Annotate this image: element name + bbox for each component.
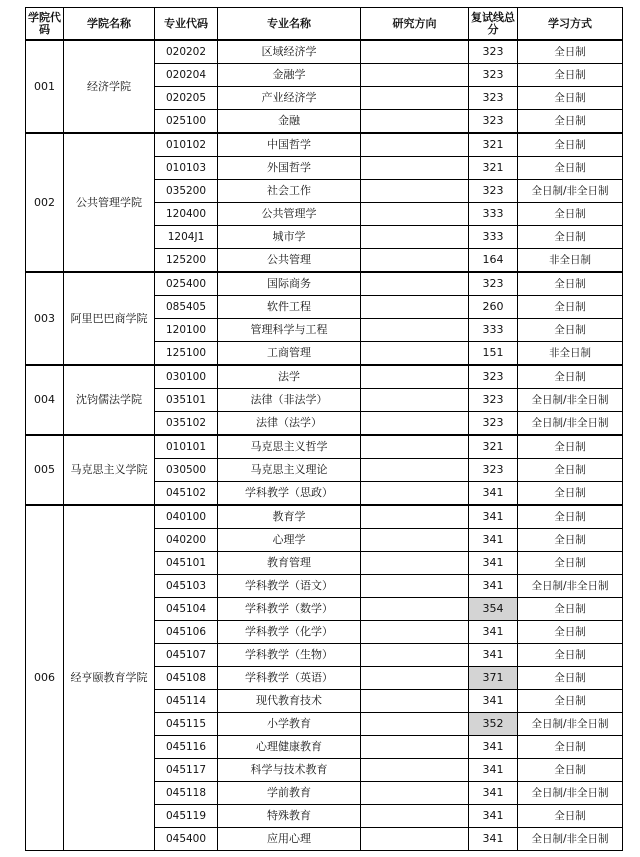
study-mode-cell: 全日制: [518, 272, 623, 296]
direction-cell: [361, 226, 469, 249]
score-cell: 341: [469, 736, 518, 759]
major-code-cell: 120400: [155, 203, 218, 226]
direction-cell: [361, 759, 469, 782]
score-cell: 323: [469, 40, 518, 64]
table-body: [26, 40, 623, 851]
study-mode-cell: 全日制: [518, 87, 623, 110]
major-code-cell: 035200: [155, 180, 218, 203]
direction-cell: [361, 713, 469, 736]
direction-cell: [361, 505, 469, 529]
table-row: [26, 435, 623, 459]
study-mode-cell: 全日制: [518, 505, 623, 529]
score-cell: 323: [469, 87, 518, 110]
major-name-cell: 国际商务: [218, 272, 361, 296]
score-cell: 341: [469, 782, 518, 805]
study-mode-cell: 全日制: [518, 203, 623, 226]
college-name-cell: 沈钧儒法学院: [64, 365, 155, 435]
major-name-cell: 应用心理: [218, 828, 361, 851]
score-cell: 341: [469, 529, 518, 552]
study-mode-cell: 全日制: [518, 690, 623, 713]
college-name-cell: 公共管理学院: [64, 133, 155, 272]
major-code-cell: 025400: [155, 272, 218, 296]
direction-cell: [361, 87, 469, 110]
major-code-cell: 045115: [155, 713, 218, 736]
direction-cell: [361, 667, 469, 690]
direction-cell: [361, 482, 469, 506]
college-code-cell: 006: [26, 505, 64, 851]
study-mode-cell: 全日制/非全日制: [518, 713, 623, 736]
header-major-code: 专业代码: [155, 8, 218, 41]
major-name-cell: 学科教学（化学）: [218, 621, 361, 644]
study-mode-cell: 全日制: [518, 598, 623, 621]
study-mode-cell: 全日制/非全日制: [518, 828, 623, 851]
score-cell: 333: [469, 203, 518, 226]
direction-cell: [361, 272, 469, 296]
direction-cell: [361, 64, 469, 87]
major-code-cell: 045101: [155, 552, 218, 575]
table-row: [26, 40, 623, 64]
study-mode-cell: 非全日制: [518, 342, 623, 366]
major-code-cell: 035101: [155, 389, 218, 412]
study-mode-cell: 全日制: [518, 529, 623, 552]
score-cell: 341: [469, 805, 518, 828]
study-mode-cell: 全日制: [518, 667, 623, 690]
score-cell: 323: [469, 110, 518, 134]
major-code-cell: 045107: [155, 644, 218, 667]
major-name-cell: 公共管理: [218, 249, 361, 273]
direction-cell: [361, 552, 469, 575]
study-mode-cell: 全日制: [518, 644, 623, 667]
header-major-name: 专业名称: [218, 8, 361, 41]
major-name-cell: 学科教学（思政）: [218, 482, 361, 506]
major-name-cell: 心理健康教育: [218, 736, 361, 759]
major-name-cell: 法学: [218, 365, 361, 389]
major-name-cell: 产业经济学: [218, 87, 361, 110]
study-mode-cell: 全日制: [518, 133, 623, 157]
college-code-cell: 001: [26, 40, 64, 133]
direction-cell: [361, 389, 469, 412]
major-code-cell: 120100: [155, 319, 218, 342]
major-name-cell: 金融学: [218, 64, 361, 87]
direction-cell: [361, 203, 469, 226]
major-code-cell: 025100: [155, 110, 218, 134]
score-cell: 323: [469, 365, 518, 389]
score-cell: 321: [469, 133, 518, 157]
direction-cell: [361, 296, 469, 319]
score-cell: 323: [469, 180, 518, 203]
study-mode-cell: 全日制: [518, 40, 623, 64]
table-row: [26, 505, 623, 529]
study-mode-cell: 全日制/非全日制: [518, 575, 623, 598]
study-mode-cell: 全日制: [518, 157, 623, 180]
score-cell: 354: [469, 598, 518, 621]
score-cell: 341: [469, 644, 518, 667]
score-cell: 323: [469, 459, 518, 482]
direction-cell: [361, 157, 469, 180]
major-code-cell: 1204J1: [155, 226, 218, 249]
major-name-cell: 区域经济学: [218, 40, 361, 64]
major-code-cell: 010103: [155, 157, 218, 180]
major-name-cell: 外国哲学: [218, 157, 361, 180]
major-name-cell: 小学教育: [218, 713, 361, 736]
major-code-cell: 045103: [155, 575, 218, 598]
direction-cell: [361, 342, 469, 366]
direction-cell: [361, 133, 469, 157]
direction-cell: [361, 319, 469, 342]
major-name-cell: 中国哲学: [218, 133, 361, 157]
study-mode-cell: 全日制: [518, 435, 623, 459]
college-code-cell: 005: [26, 435, 64, 505]
direction-cell: [361, 412, 469, 436]
college-name-cell: 经济学院: [64, 40, 155, 133]
major-name-cell: 教育学: [218, 505, 361, 529]
score-cell: 151: [469, 342, 518, 366]
study-mode-cell: 全日制: [518, 621, 623, 644]
major-name-cell: 教育管理: [218, 552, 361, 575]
major-code-cell: 040100: [155, 505, 218, 529]
major-code-cell: 035102: [155, 412, 218, 436]
score-cell: 164: [469, 249, 518, 273]
table-row: [26, 133, 623, 157]
major-code-cell: 010102: [155, 133, 218, 157]
score-cell: 333: [469, 226, 518, 249]
major-name-cell: 公共管理学: [218, 203, 361, 226]
score-cell: 323: [469, 64, 518, 87]
table-row: [26, 365, 623, 389]
score-cell: 321: [469, 157, 518, 180]
major-code-cell: 020204: [155, 64, 218, 87]
direction-cell: [361, 180, 469, 203]
score-cell: 341: [469, 828, 518, 851]
study-mode-cell: 全日制: [518, 805, 623, 828]
major-code-cell: 125200: [155, 249, 218, 273]
study-mode-cell: 全日制: [518, 552, 623, 575]
major-code-cell: 045119: [155, 805, 218, 828]
college-name-cell: 经亨颐教育学院: [64, 505, 155, 851]
major-name-cell: 马克思主义哲学: [218, 435, 361, 459]
admission-score-table: [25, 7, 623, 851]
college-code-cell: 003: [26, 272, 64, 365]
score-cell: 333: [469, 319, 518, 342]
study-mode-cell: 全日制/非全日制: [518, 389, 623, 412]
major-name-cell: 心理学: [218, 529, 361, 552]
study-mode-cell: 全日制: [518, 759, 623, 782]
major-code-cell: 045102: [155, 482, 218, 506]
score-cell: 323: [469, 389, 518, 412]
major-code-cell: 030100: [155, 365, 218, 389]
college-name-cell: 马克思主义学院: [64, 435, 155, 505]
major-code-cell: 045108: [155, 667, 218, 690]
study-mode-cell: 全日制: [518, 459, 623, 482]
direction-cell: [361, 782, 469, 805]
score-cell: 321: [469, 435, 518, 459]
direction-cell: [361, 435, 469, 459]
direction-cell: [361, 110, 469, 134]
score-cell: 341: [469, 759, 518, 782]
study-mode-cell: 全日制: [518, 64, 623, 87]
major-code-cell: 045117: [155, 759, 218, 782]
major-code-cell: 040200: [155, 529, 218, 552]
major-name-cell: 法律（法学）: [218, 412, 361, 436]
score-cell: 323: [469, 272, 518, 296]
study-mode-cell: 非全日制: [518, 249, 623, 273]
study-mode-cell: 全日制: [518, 296, 623, 319]
direction-cell: [361, 644, 469, 667]
score-cell: 323: [469, 412, 518, 436]
header-college-code: 学院代码: [26, 8, 64, 41]
study-mode-cell: 全日制: [518, 365, 623, 389]
study-mode-cell: 全日制: [518, 226, 623, 249]
major-code-cell: 045106: [155, 621, 218, 644]
major-name-cell: 城市学: [218, 226, 361, 249]
table-header: [26, 8, 623, 41]
direction-cell: [361, 529, 469, 552]
major-code-cell: 010101: [155, 435, 218, 459]
major-code-cell: 085405: [155, 296, 218, 319]
college-code-cell: 002: [26, 133, 64, 272]
study-mode-cell: 全日制: [518, 736, 623, 759]
major-name-cell: 学科教学（数学）: [218, 598, 361, 621]
major-name-cell: 学前教育: [218, 782, 361, 805]
score-cell: 341: [469, 482, 518, 506]
direction-cell: [361, 365, 469, 389]
study-mode-cell: 全日制/非全日制: [518, 782, 623, 805]
header-score: 复试线总分: [469, 8, 518, 41]
score-cell: 371: [469, 667, 518, 690]
header-row: [26, 8, 623, 41]
major-name-cell: 科学与技术教育: [218, 759, 361, 782]
major-name-cell: 现代教育技术: [218, 690, 361, 713]
major-name-cell: 学科教学（生物）: [218, 644, 361, 667]
study-mode-cell: 全日制/非全日制: [518, 412, 623, 436]
header-direction: 研究方向: [361, 8, 469, 41]
score-cell: 260: [469, 296, 518, 319]
score-cell: 341: [469, 690, 518, 713]
direction-cell: [361, 459, 469, 482]
major-code-cell: 045104: [155, 598, 218, 621]
major-code-cell: 045114: [155, 690, 218, 713]
major-name-cell: 学科教学（英语）: [218, 667, 361, 690]
major-code-cell: 045400: [155, 828, 218, 851]
study-mode-cell: 全日制: [518, 482, 623, 506]
table-row: [26, 272, 623, 296]
major-code-cell: 045118: [155, 782, 218, 805]
major-name-cell: 特殊教育: [218, 805, 361, 828]
header-college-name: 学院名称: [64, 8, 155, 41]
major-name-cell: 软件工程: [218, 296, 361, 319]
study-mode-cell: 全日制: [518, 110, 623, 134]
header-study-mode: 学习方式: [518, 8, 623, 41]
major-name-cell: 金融: [218, 110, 361, 134]
score-cell: 341: [469, 505, 518, 529]
college-code-cell: 004: [26, 365, 64, 435]
score-cell: 341: [469, 552, 518, 575]
major-code-cell: 020205: [155, 87, 218, 110]
study-mode-cell: 全日制/非全日制: [518, 180, 623, 203]
direction-cell: [361, 828, 469, 851]
college-name-cell: 阿里巴巴商学院: [64, 272, 155, 365]
direction-cell: [361, 575, 469, 598]
direction-cell: [361, 249, 469, 273]
direction-cell: [361, 690, 469, 713]
score-cell: 341: [469, 575, 518, 598]
major-name-cell: 学科教学（语文）: [218, 575, 361, 598]
direction-cell: [361, 40, 469, 64]
direction-cell: [361, 621, 469, 644]
major-name-cell: 社会工作: [218, 180, 361, 203]
major-code-cell: 030500: [155, 459, 218, 482]
score-cell: 352: [469, 713, 518, 736]
direction-cell: [361, 736, 469, 759]
major-name-cell: 法律（非法学）: [218, 389, 361, 412]
major-code-cell: 125100: [155, 342, 218, 366]
major-code-cell: 045116: [155, 736, 218, 759]
major-code-cell: 020202: [155, 40, 218, 64]
score-cell: 341: [469, 621, 518, 644]
major-name-cell: 工商管理: [218, 342, 361, 366]
major-name-cell: 管理科学与工程: [218, 319, 361, 342]
direction-cell: [361, 805, 469, 828]
major-name-cell: 马克思主义理论: [218, 459, 361, 482]
direction-cell: [361, 598, 469, 621]
study-mode-cell: 全日制: [518, 319, 623, 342]
